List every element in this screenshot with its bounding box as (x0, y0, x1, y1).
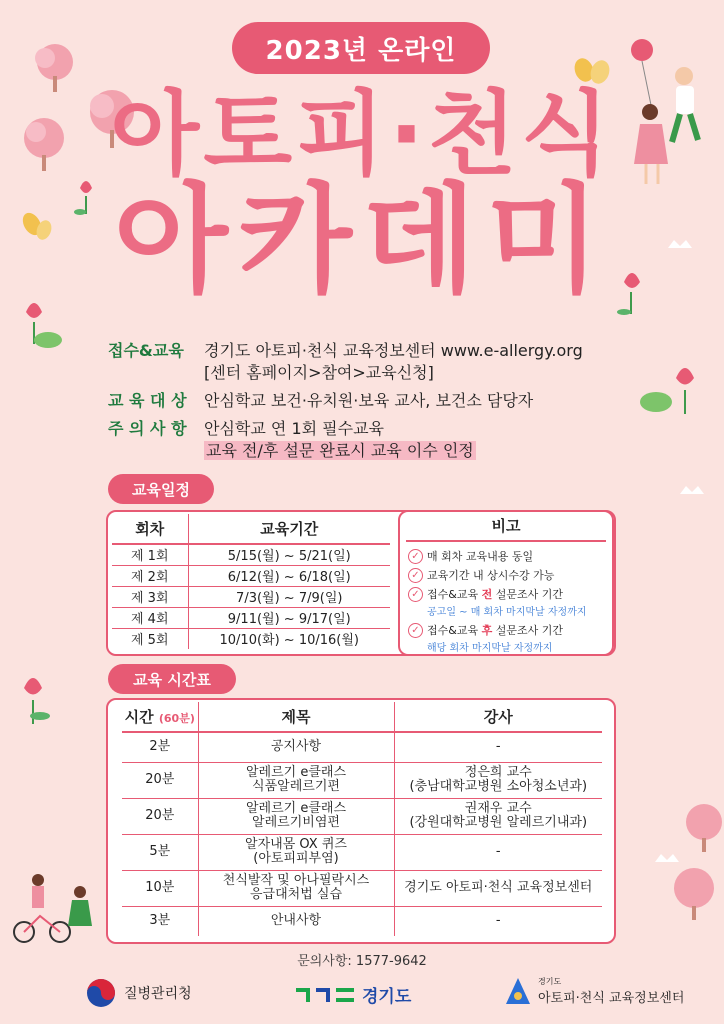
tree-icon (686, 804, 722, 852)
title-line: 알레르기 e클래스 (245, 801, 347, 816)
time-cell: 10분 (122, 870, 198, 906)
table-row (112, 544, 390, 565)
info-block (108, 340, 668, 468)
schedule-round: 제 1회 (112, 544, 188, 565)
table-row (112, 565, 390, 586)
timetable-header-lecturer: 강사 (394, 702, 602, 732)
schedule-section-label: 교육일정 (108, 474, 214, 504)
kdca-emblem-icon (86, 978, 116, 1008)
timetable-table (122, 702, 602, 936)
table-row (122, 906, 602, 936)
info-value-line: [센터 홈페이지>참여>교육신청] (204, 363, 434, 382)
crown-icon (655, 854, 679, 862)
timetable-box (106, 698, 616, 944)
time-cell: 20분 (122, 798, 198, 834)
title-line: 알레르기비염편 (252, 815, 340, 830)
schedule-box (106, 510, 616, 656)
center-emblem-icon (504, 976, 532, 1006)
title-cell (198, 762, 394, 798)
info-label: 교 육 대 상 (108, 391, 187, 410)
title-line: 알레르기 e클래스 (245, 765, 347, 780)
page-title-line1: 아토피·천식 (110, 81, 614, 188)
title-line: 식품알레르기편 (252, 779, 340, 794)
lecturer-line: 권재우 교수 (464, 801, 532, 816)
lecturer-line: - (495, 844, 501, 859)
title-line: 알자내몸 OX 퀴즈 (245, 837, 347, 852)
info-value (204, 418, 476, 462)
note-emphasis: 전 (481, 588, 493, 601)
schedule-period: 7/3(월) ~ 7/9(일) (188, 586, 390, 607)
lecturer-line: (강원대학교병원 알레르기내과) (409, 815, 588, 830)
title-line: 응급대처법 실습 (249, 887, 343, 902)
info-label: 접수&교육 (108, 341, 184, 360)
schedule-table (112, 514, 390, 649)
lecturer-cell (394, 732, 602, 762)
page-title-line2: 아카데미 (114, 171, 610, 309)
table-row (122, 870, 602, 906)
timetable-header-time (122, 702, 198, 732)
info-row-target (108, 390, 668, 412)
center-logo-subtext: 경기도 (538, 977, 562, 986)
title-cell (198, 906, 394, 936)
list-item (408, 567, 604, 583)
tree-icon (674, 868, 714, 920)
schedule-round: 제 4회 (112, 607, 188, 628)
info-value-line: 안심학교 연 1회 필수교육 (204, 419, 384, 438)
time-cell: 3분 (122, 906, 198, 936)
note-subtext: 해당 회차 마지막날 자정까지 (427, 643, 553, 654)
note-subtext: 공고일 ~ 매 회차 마지막날 자정까지 (427, 607, 587, 618)
timetable-header-title: 제목 (198, 702, 394, 732)
check-circle-icon: ✓ (408, 623, 423, 638)
schedule-period: 5/15(월) ~ 5/21(일) (188, 544, 390, 565)
tulip-icon (24, 678, 50, 724)
title-line: 공지사항 (270, 739, 322, 755)
check-circle-icon: ✓ (408, 549, 423, 564)
schedule-header-period: 교육기간 (188, 514, 390, 544)
list-item (408, 548, 604, 564)
note-text: 매 회차 교육내용 동일 (427, 550, 534, 563)
lecturer-line: - (495, 913, 501, 929)
table-row (112, 607, 390, 628)
check-circle-icon: ✓ (408, 568, 423, 583)
info-value (204, 390, 533, 412)
list-item (408, 622, 604, 638)
schedule-round: 제 2회 (112, 565, 188, 586)
note-text (427, 586, 563, 602)
gyeonggi-emblem-icon (296, 984, 358, 1006)
contact-info: 문의사항: 1577-9642 (297, 954, 427, 969)
title-line: 천식발작 및 아나필락시스 (222, 873, 370, 888)
table-row (122, 732, 602, 762)
title-cell (198, 732, 394, 762)
lecturer-line: 정은희 교수 (464, 765, 532, 780)
lecturer-cell (394, 798, 602, 834)
notes-list (400, 542, 612, 654)
info-value-line: 안심학교 보건·유치원·보육 교사, 보건소 담당자 (204, 391, 534, 410)
lecturer-cell (394, 870, 602, 906)
title-line: (아토피피부염) (253, 851, 339, 866)
header-time-note: (60분) (158, 712, 195, 725)
table-row (122, 762, 602, 798)
lecturer-cell (394, 762, 602, 798)
title-cell (198, 798, 394, 834)
tulip-icon (26, 303, 62, 348)
note-text-part: 접수&교육 (427, 624, 479, 637)
schedule-period: 6/12(월) ~ 6/18(일) (188, 565, 390, 586)
schedule-round: 제 5회 (112, 628, 188, 649)
list-item (408, 586, 604, 602)
gyeonggi-logo (296, 982, 411, 1007)
kdca-logo-text: 질병관리청 (124, 986, 192, 1002)
lecturer-cell (394, 906, 602, 936)
note-text-part: 설문조사 기간 (495, 624, 563, 637)
info-value-highlight: 교육 전/후 설문 완료시 교육 이수 인정 (206, 441, 474, 460)
schedule-header-round: 회차 (112, 514, 188, 544)
time-cell: 2분 (122, 732, 198, 762)
time-cell: 20분 (122, 762, 198, 798)
notes-panel (398, 510, 614, 656)
table-row (112, 628, 390, 649)
lecturer-cell (394, 834, 602, 870)
note-text-part: 설문조사 기간 (495, 588, 563, 601)
lecturer-line: 경기도 아토피·천식 교육정보센터 (404, 880, 593, 895)
info-row-notice (108, 418, 668, 462)
header-time-label: 시간 (124, 708, 154, 726)
schedule-period: 9/11(월) ~ 9/17(일) (188, 607, 390, 628)
table-row (122, 798, 602, 834)
timetable-section-label: 교육 시간표 (108, 664, 236, 694)
crown-icon (680, 486, 704, 494)
lecturer-line: (충남대학교병원 소아청소년과) (409, 779, 588, 794)
cyclists-illustration (14, 874, 92, 942)
table-row (122, 834, 602, 870)
center-logo-text: 아토피·천식 교육정보센터 (538, 991, 685, 1006)
note-text: 교육기간 내 상시수강 가능 (427, 569, 555, 582)
info-row-registration (108, 340, 668, 384)
center-logo (504, 976, 684, 1006)
title-cell (198, 834, 394, 870)
notes-header: 비고 (406, 512, 606, 542)
time-cell: 5분 (122, 834, 198, 870)
note-text (427, 622, 563, 638)
check-circle-icon: ✓ (408, 587, 423, 602)
table-row (112, 586, 390, 607)
year-badge: 2023년 온라인 (232, 22, 490, 74)
title-cell (198, 870, 394, 906)
note-text-part: 접수&교육 (427, 588, 479, 601)
info-label: 주 의 사 항 (108, 419, 187, 438)
info-value-line: 경기도 아토피·천식 교육정보센터 www.e-allergy.org (204, 341, 583, 360)
kdca-logo (86, 978, 192, 1008)
note-emphasis: 후 (481, 624, 493, 637)
lecturer-line: - (495, 739, 501, 755)
info-value (204, 340, 583, 384)
schedule-round: 제 3회 (112, 586, 188, 607)
schedule-period: 10/10(화) ~ 10/16(월) (219, 633, 359, 649)
gyeonggi-logo-text: 경기도 (362, 987, 412, 1007)
title-line: 안내사항 (270, 913, 322, 929)
